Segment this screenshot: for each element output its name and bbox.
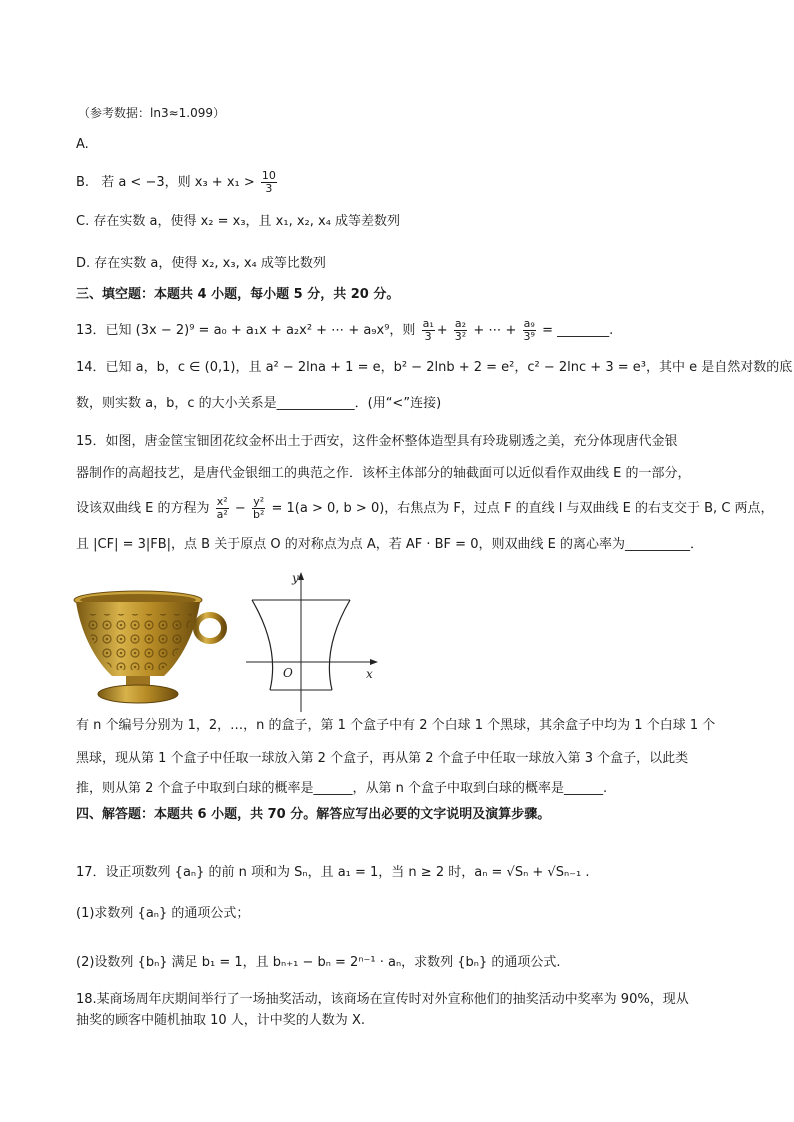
q13-fraction-2	[454, 318, 467, 343]
q13-answer-blank: = ________.	[542, 323, 614, 338]
reference-data-note: （参考数据：ln3≈1.099）	[78, 106, 225, 120]
question-15-line-3	[76, 496, 774, 521]
graph-y-label: y	[292, 571, 299, 585]
graph-x-label: x	[366, 667, 373, 681]
x-axis-arrow	[370, 659, 378, 665]
q15-eq-minus: −	[234, 501, 246, 516]
option-b-fraction	[261, 170, 277, 195]
section-3-title: 三、填空题：本题共 4 小题，每小题 5 分，共 20 分。	[76, 287, 400, 302]
option-c: C. 存在实数 a，使得 x₂ = x₃，且 x₁, x₂, x₄ 成等差数列	[76, 214, 401, 229]
q13-f2-den: 3²	[454, 330, 467, 343]
q13-text: 13．已知 (3x − 2)⁹ = a₀ + a₁x + a₂x² + ⋯ + a₉x⁹，则	[76, 323, 416, 338]
golden-cup-image	[72, 590, 234, 706]
q13-f2-num: a₂	[454, 317, 467, 330]
question-15-line-1: 15．如图，唐金筐宝钿团花纹金杯出土于西安，这件金杯整体造型具有玲珑剔透之美，充分体现唐代金银	[76, 434, 678, 449]
q15-eq-rest: = 1(a > 0, b > 0)，右焦点为 F，过点 F 的直线 l 与双曲线 E 的右支交于 B, C 两点，	[271, 501, 774, 516]
option-d: D. 存在实数 a，使得 x₂, x₃, x₄ 成等比数列	[76, 256, 326, 271]
section-4-title: 四、解答题：本题共 6 小题，共 70 分。解答应写出必要的文字说明及演算步骤。	[76, 807, 551, 822]
question-16-line-1: 有 n 个编号分别为 1，2，…，n 的盒子，第 1 个盒子中有 2 个白球 1 个黑球，其余盒子中均为 1 个白球 1 个	[76, 718, 716, 733]
option-b	[76, 170, 279, 195]
hyperbola-left-branch	[252, 600, 273, 690]
q13-f3-num: a₉	[523, 317, 535, 330]
q13-dots: + ⋯ +	[473, 323, 517, 338]
q15-eq-x-den: a²	[216, 508, 228, 521]
option-b-text: 若 a < −3，则 x₃ + x₁ >	[101, 175, 255, 190]
question-13: 13．已知 (3x − 2)⁹ = a₀ + a₁x + a₂x² + ⋯ + a₉x⁹，则 $\frac{\text{a₁}}{3}$ + $\frac{\text{a₂}}{\text{3²}}$ + ⋯ + $\frac{\text{a₉}}{\text{3⁹}}$ = ________.	[76, 317, 614, 343]
q13-f1-den: 3	[424, 330, 432, 343]
question-16-line-3: 推，则从第 2 个盒子中取到白球的概率是______，从第 n 个盒子中取到白球的概率是______.	[76, 781, 608, 796]
q13-f1-num: a₁	[422, 317, 434, 330]
option-a: A.	[76, 137, 89, 152]
question-14-line-2: 数，则实数 a，b，c 的大小关系是____________．(用“<”连接)	[76, 396, 442, 411]
q13-fraction-1	[422, 318, 435, 343]
q13-f3-den: 3⁹	[523, 330, 535, 343]
q15-eq-y-frac	[252, 496, 265, 521]
question-17-part-2: (2)设数列 {bₙ} 满足 b₁ = 1，且 bₙ₊₁ − bₙ = 2ⁿ⁻¹ · aₙ，求数列 {bₙ} 的通项公式.	[76, 955, 561, 970]
question-15-line-4: 且 |CF| = 3|FB|，点 B 关于原点 O 的对称点为点 A，若 AF · BF = 0，则双曲线 E 的离心率为__________．	[76, 537, 703, 552]
hyperbola-graph	[246, 566, 386, 712]
option-b-frac-den: 3	[265, 182, 273, 195]
question-17-part-1: (1)求数列 {aₙ} 的通项公式；	[76, 906, 250, 921]
q15-eq-intro: 设该双曲线 E 的方程为	[76, 501, 210, 516]
question-15-line-2: 器制作的高超技艺，是唐代金银细工的典范之作．该杯主体部分的轴截面可以近似看作双曲线 E 的一部分，	[76, 466, 691, 481]
option-b-frac-num: 10	[261, 169, 276, 182]
q15-eq-y-num: y²	[253, 495, 265, 508]
q15-eq-y-den: b²	[252, 508, 265, 521]
golden-cup-illustration	[72, 590, 234, 706]
q15-eq-x-num: x²	[216, 495, 228, 508]
question-17-stem: 17．设正项数列 {aₙ} 的前 n 项和为 Sₙ，且 a₁ = 1，当 n ≥ 2 时，aₙ = √Sₙ + √Sₙ₋₁ .	[76, 865, 590, 880]
graph-origin-label: O	[283, 666, 293, 680]
hyperbola-right-branch	[329, 600, 350, 690]
hyperbola-svg	[246, 566, 386, 712]
y-axis-arrow	[298, 572, 304, 580]
question-18-line-2: 抽奖的顾客中随机抽取 10 人，计中奖的人数为 X.	[76, 1013, 365, 1028]
question-18-line-1: 18.某商场周年庆期间举行了一场抽奖活动，该商场在宣传时对外宣称他们的抽奖活动中奖率为 90%，现从	[76, 992, 689, 1007]
q15-eq-x-frac	[216, 496, 229, 521]
question-14-line-1: 14．已知 a，b，c ∈ (0,1)，且 a² − 2lna + 1 = e，b² − 2lnb + 2 = e²，c² − 2lnc + 3 = e³，其中 e 是自然对数的底	[76, 360, 793, 375]
option-b-label: B.	[76, 175, 90, 190]
q13-fraction-3	[523, 318, 536, 343]
question-16-line-2: 黑球，现从第 1 个盒子中任取一球放入第 2 个盒子，再从第 2 个盒子中任取一球放入第 3 个盒子，以此类	[76, 751, 689, 766]
